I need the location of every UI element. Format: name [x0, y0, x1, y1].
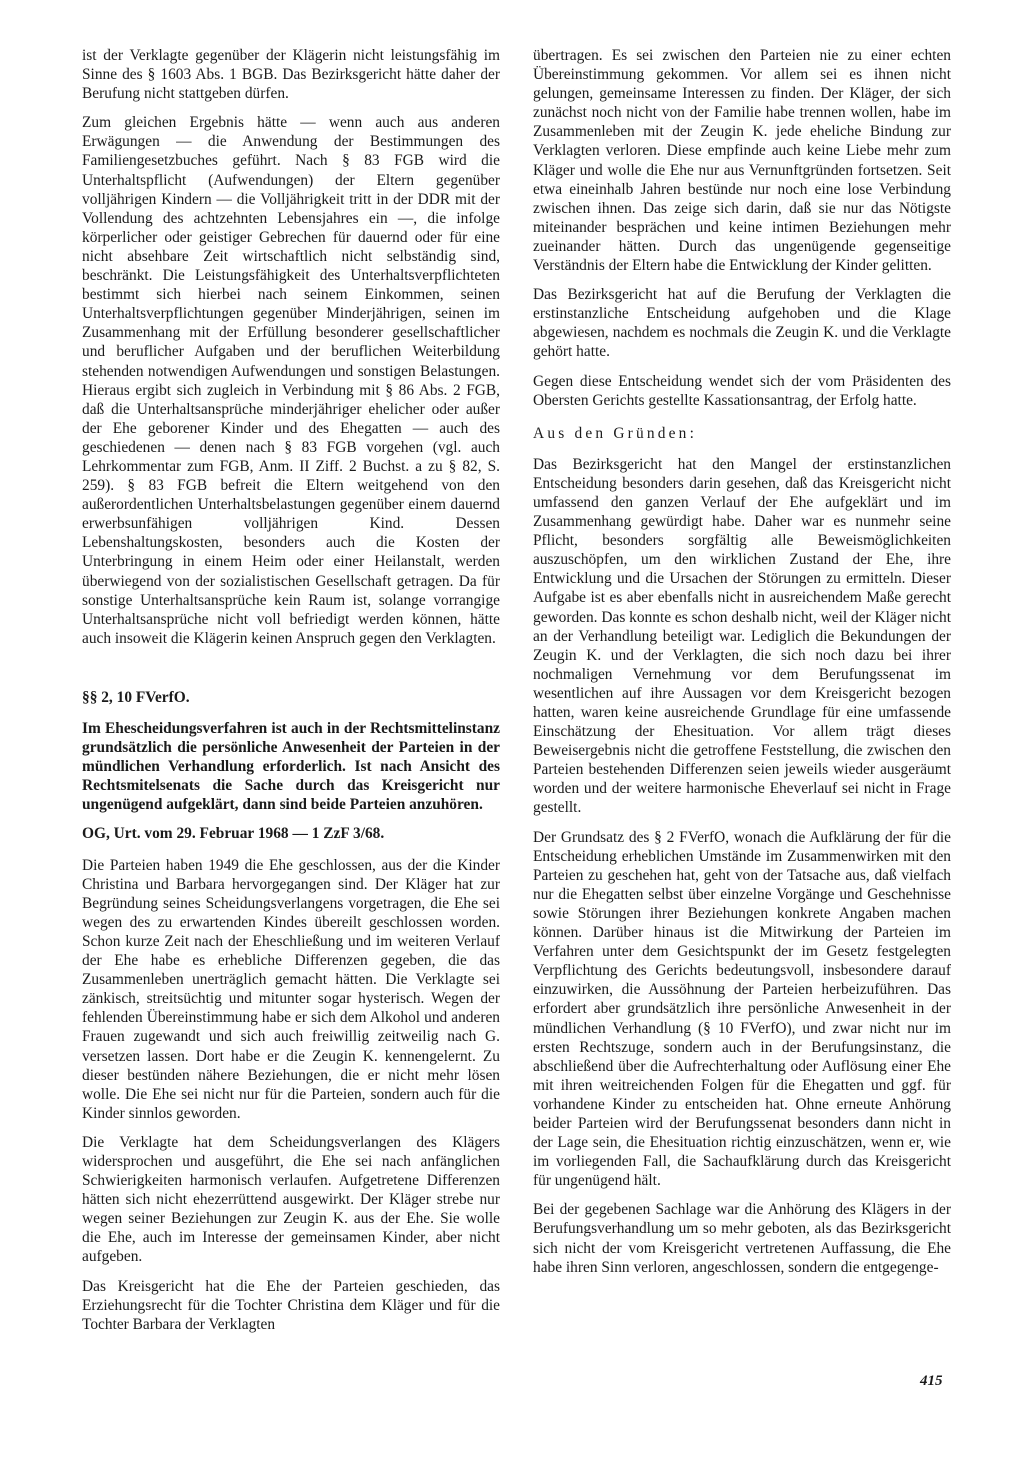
section-heading: Aus den Gründen:: [533, 424, 698, 442]
paragraph: Das Kreisgericht hat die Ehe der Parteien geschieden, das Erziehungsrecht für die Tochter Christina dem Kläger und für die Tochter Barbara der Verklagten: [82, 1277, 500, 1333]
paragraph: Zum gleichen Ergebnis hätte — wenn auch aus anderen Erwägungen — die Anwendung der Bestimmungen des Familiengesetzbuches geführt. Nach § 83 FGB wird die Unterhaltspflicht (Aufwendungen) der Eltern gegenüber volljährigen Kindern — die Volljährigkeit tritt in der DDR mit der Vollendung des achtzehnten Lebensjahres ein —, die infolge körperlicher oder geistiger Gebrechen für dauernd oder für eine nicht absehbare Zeit wirtschaftlich nicht selbständig sind, beschränkt. Die Leistungsfähigkeit des Unterhaltsverpflichteten bestimmt sich hierbei nach seinem Einkommen, seinen Unterhaltsverpflichtungen gegenüber Minderjährigen, seinen im Zusammenhang mit der Erfüllung besonderer gesellschaftlicher und beruflicher Aufgaben und der beruflichen Weiterbildung stehenden notwendigen Aufwendungen und sonstigen Belastungen. Hieraus ergibt sich zugleich in Verbindung mit § 86 Abs. 2 FGB, daß die Unterhaltsansprüche minderjähriger ehelicher oder außer der Ehe geborener Kinder und des Ehegatten — auch des geschiedenen — denen nach § 83 FGB vorgehen (vgl. auch Lehrkommentar zum FGB, Anm. II Ziff. 2 Buchst. a zu § 82, S. 259). § 83 FGB befreit die Eltern weitgehend von den außerordentlichen Unterhaltsbelastungen gegenüber einem dauernd erwerbsunfähigen volljährigen Kind. Dessen Lebenshaltungskosten, besonders auch die Kosten der Unterbringung in einem Heim oder einer Heilanstalt, werden überwiegend von der sozialistischen Gesellschaft getragen. Da für sonstige Unterhaltsansprüche kein Raum ist, solange vorrangige Unterhaltsansprüche nicht voll befriedigt werden können, hätte auch insoweit die Klägerin keinen Anspruch gegen den Verklagten.: [82, 114, 500, 647]
paragraph: Bei der gegebenen Sachlage war die Anhörung des Klägers in der Berufungsverhandlung um so mehr geboten, als das Bezirksgericht sich nicht der vom Kreisgericht vertretenen Auffassung, die Ehe habe ihren Sinn verloren, angeschlossen, sondern die entgegenge-: [533, 1201, 951, 1276]
paragraph: Das Bezirksgericht hat den Mangel der erstinstanzlichen Entscheidung besonders darin gesehen, daß das Kreisgericht nicht umfassend den ganzen Verlauf der Ehe aufgeklärt und im Zusammenhang gewürdigt habe. Daher war es nunmehr seine Pflicht, besonders sorgfältig alle Beweismöglichkeiten auszuschöpfen, um den wirklichen Zustand der Ehe, ihre Entwicklung und die Ursachen der Störungen zu ermitteln. Dieser Aufgabe ist es aber ebenfalls nicht in ausreichendem Maße gerecht geworden. Das konnte es schon deshalb nicht, weil der Kläger nicht an der Verhandlung beteiligt war. Lediglich die Bekundungen der Zeugin K. und der Verklagten, die sich noch dazu bei ihrer nochmaligen Vernehmung vor dem Berufungssenat im wesentlichen auf ihre Aussagen vor dem Kreisgericht bezogen hatten, waren keine ausreichende Grundlage für eine umfassende Einschätzung der Ehesituation. Vor allem trägt dieses Beweisergebnis nicht die getroffene Feststellung, die zwischen den Parteien bestehenden Differenzen seien jeweils wieder ausgeräumt worden und der weitere harmonische Eheverlauf sei nicht in Frage gestellt.: [533, 455, 951, 817]
headnote: Im Ehescheidungsverfahren ist auch in der Rechtsmittelinstanz grundsätzlich die persönliche Anwesenheit der Parteien in der mündlichen Verhandlung erforderlich. Ist nach Ansicht des Rechtsmitelsenats die Sache durch das Kreisgericht nur ungenügend aufgeklärt, dann sind beide Parteien anzuhören.: [82, 720, 500, 814]
paragraph: Das Bezirksgericht hat auf die Berufung der Verklagten die erstinstanzliche Entscheidung aufgehoben und die Klage abgewiesen, nachdem es nochmals die Zeugin K. und die Verklagte gehört hatte.: [533, 286, 951, 361]
paragraph: Die Parteien haben 1949 die Ehe geschlossen, aus der die Kinder Christina und Barbara hervorgegangen sind. Der Kläger hat zur Begründung seines Scheidungsverlangens vorgetragen, die Ehe sei wegen des zu erwartenden Kindes übereilt geschlossen worden. Schon kurze Zeit nach der Eheschließung und im weiteren Verlauf der Ehe habe es erhebliche Differenzen gegeben, die das Zusammenleben unerträglich gemacht hätten. Die Verklagte sei zänkisch, streitsüchtig und mitunter sogar hysterisch. Wegen der fehlenden Übereinstimmung habe er sich dem Alkohol und anderen Frauen zugewandt und sich auch freiwillig zeitweilig nach G. versetzen lassen. Dort habe er die Zeugin K. kennengelernt. Zu dieser bestünden nähere Beziehungen, die er nicht mehr lösen wolle. Die Ehe sei nicht nur für die Parteien, sondern auch für die Kinder sinnlos geworden.: [82, 856, 500, 1122]
paragraph: übertragen. Es sei zwischen den Parteien nie zu einer echten Übereinstimmung gekommen. Vor allem sei es ihnen nicht gelungen, gemeinsame Interessen zu finden. Der Kläger, der sich zunächst noch nicht von der Familie habe trennen wollen, habe im Zusammenleben mit der Zeugin K. jede eheliche Bindung zur Verklagten verloren. Diese empfinde auch keine Liebe mehr zum Kläger und wolle die Ehe nur aus Vernunftgründen fortsetzen. Seit etwa eineinhalb Jahren bestünde nur noch eine lose Verbindung zwischen ihnen. Das zeige sich darin, daß sie nur das Nötigste miteinander besprächen und keine intimen Beziehungen mehr zueinander hätten. Durch das ungenügende gegenseitige Verständnis der Eltern habe die Entwicklung der Kinder gelitten.: [533, 47, 951, 275]
right-column: [533, 46, 951, 1287]
page-number: 415: [920, 1373, 943, 1389]
case-citation: OG, Urt. vom 29. Februar 1968 — 1 ZzF 3/68.: [82, 825, 385, 843]
paragraph: Gegen diese Entscheidung wendet sich der vom Präsidenten des Obersten Gerichts gestellte Kassationsantrag, der Erfolg hatte.: [533, 372, 951, 409]
paragraph: Die Verklagte hat dem Scheidungsverlangen des Klägers widersprochen und ausgeführt, die Ehe sei nach anfänglichen Schwierigkeiten harmonisch verlaufen. Aufgetretene Differenzen hätten sich nicht ehezerrüttend ausgewirkt. Der Kläger strebe nur wegen seiner Beziehungen zur Zeugin K. aus der Ehe. Sie wolle die Ehe, auch im Interesse der gemeinsamen Kinder, aber nicht aufgeben.: [82, 1133, 500, 1266]
paragraph: Der Grundsatz des § 2 FVerfO, wonach die Aufklärung der für die Entscheidung erheblichen Umstände im Zusammenwirken mit den Parteien zu geschehen hat, geht von der Tatsache aus, daß vielfach nur die Ehegatten selbst über einzelne Vorgänge und Geschehnisse sowie Störungen ihrer Beziehungen konkrete Angaben machen können. Darüber hinaus ist die Mitwirkung der Parteien im Verfahren unter dem Gesichtspunkt der im Gesetz festgelegten Verpflichtung des Gerichts bedeutungsvoll, insbesondere darauf einzuwirken, die Aussöhnung der Parteien herbeizuführen. Das erfordert aber grundsätzlich ihre persönliche Anwesenheit in der mündlichen Verhandlung (§ 10 FVerfO), und zwar nicht nur im ersten Rechtszuge, sondern auch in der Berufungsinstanz, die abschließend über die Aufrechterhaltung oder Auflösung einer Ehe mit ihren weitreichenden Folgen für die Ehegatten und ggf. für vorhandene Kinder zu entscheiden hat. Ohne erneute Anhörung beider Parteien wird der Berufungssenat besonders dann nicht in der Lage sein, die Ehesituation richtig einzuschätzen, wenn er, wie im vorliegenden Fall, die Sachaufklärung durch das Kreisgericht für ungenügend hält.: [533, 828, 951, 1190]
law-reference: §§ 2, 10 FVerfO.: [82, 688, 190, 706]
left-column: [82, 46, 500, 1344]
paragraph: ist der Verklagte gegenüber der Klägerin nicht leistungsfähig im Sinne des § 1603 Abs. 1 BGB. Das Bezirksgericht hätte daher der Berufung nicht stattgeben dürfen.: [82, 47, 500, 103]
